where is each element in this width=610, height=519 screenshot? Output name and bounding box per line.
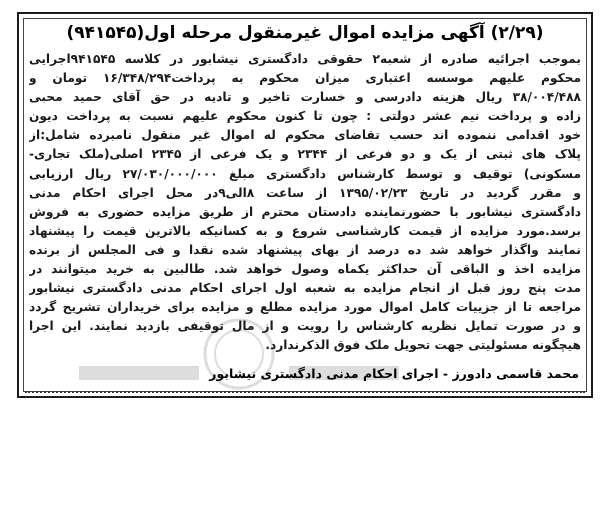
notice-title: (۲/۲۹) آگهی مزایده اموال غیرمنقول مرحله اول(۹۴۱۵۴۵) [66,23,544,43]
notice-line: محکوم علیهم موسسه اعتباری میزان محکوم به پرداخت۱۶/۳۴۸/۲۹۴ تومان و [29,71,581,86]
notice-line: مراجعه تا از جزییات کامل اموال مورد مزایده مطلع و مزایده برای خریداران تشریح گردد [29,300,581,315]
notice-line: مدت پنج روز قبل از انجام مزایده به شعبه اول اجرای احکام مدنی دادگستری نیشابور [29,281,581,296]
notice-body [29,50,581,356]
notice-line: ۳۸/۰۰۴/۴۸۸ ریال هزینه دادرسی و خسارت تاخیر و تادیه در حق آقای حمید محبی [29,90,581,105]
notice-line: مزایده اخذ و الباقی آن حداکثر یکماه وصول خواهد شد. طالبین به خرید میتوانند در [29,262,581,277]
notice-line: و مقرر گردید در تاریخ ۱۳۹۵/۰۲/۲۳ از ساعت ۸الی۹در محل اجرای احکام مدنی [29,185,581,200]
notice-signature: محمد قاسمی دادورز - اجرای احکام مدنی دادگستری نیشابور [209,366,579,381]
notice-line: بموجب اجرائیه صادره از شعبه۲ حقوقی دادگستری نیشابور در کلاسه ۹۴۱۵۴۵اجرایی [29,52,581,66]
notice-line: مسکونی) توقیف و توسط کارشناس دادگستری مبلغ ۲۷/۰۳۰/۰۰۰/۰۰۰ ریال ارزیابی [29,166,581,181]
auction-notice [17,12,593,398]
dotted-divider [25,385,585,393]
notice-line: زاده و پرداخت نیم عشر دولتی : چون تا کنون محکوم علیهم نسبت به پرداخت دیون [29,109,581,124]
notice-line: و در صورت تمایل نظریه کارشناس را رویت و از مال توقیفی بازدید نمایند. این اجرا [29,319,581,334]
notice-line: هیچگونه مسئولیتی جهت تحویل ملک فوق الذکرندارد. [265,338,581,353]
notice-line: برسد.مورد مزایده از قیمت کارشناسی شروع و به کسانیکه بالاترین قیمت را پیشنهاد [29,223,581,238]
notice-line: خود اقدامی ننموده اند حسب تقاضای محکوم له اموال غیر منقول نامبرده شامل:از [29,128,581,143]
notice-line: پلاک های ثبتی از یک و دو فرعی از ۲۳۴۴ و یک فرعی از ۲۳۴۵ اصلی(ملک تجاری- [29,147,581,162]
notice-line: دادگستری نیشابور با حضورنماینده دادستان محترم از طریق مزایده حضوری به فروش [29,204,581,219]
notice-line: نمایند واگذار خواهد شد ده درصد از بهای پیشنهاد شده نقدا و فی المجلس از برنده [29,242,581,257]
